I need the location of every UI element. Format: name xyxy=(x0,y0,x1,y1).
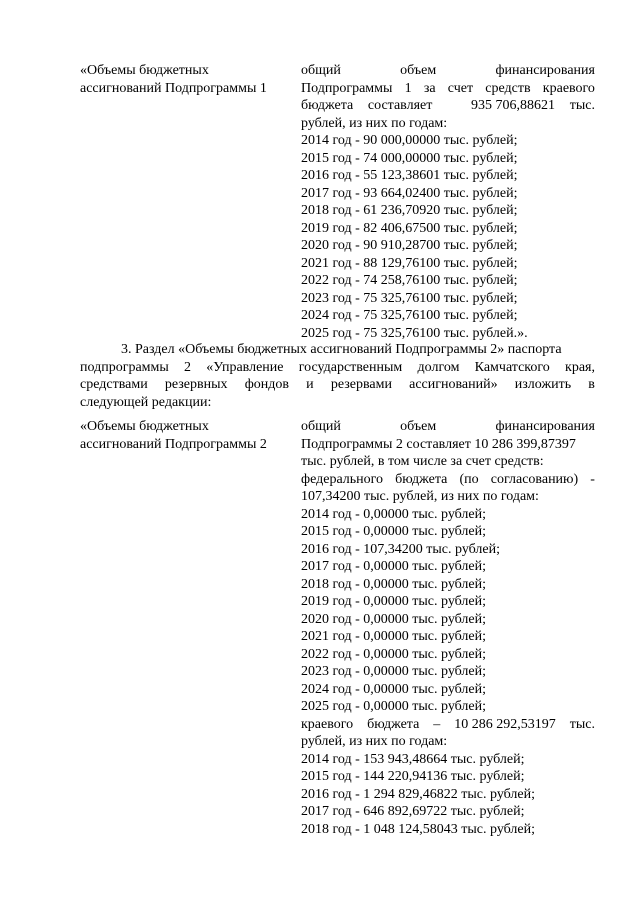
label-line: «Объемы бюджетных xyxy=(80,63,209,78)
word: бюджета xyxy=(395,471,448,487)
word: подпрограммы xyxy=(80,359,169,375)
amendment-paragraph xyxy=(80,341,595,411)
word: (по xyxy=(459,471,479,487)
word: 935 706,88621 xyxy=(471,98,556,113)
year-line: 2017 год - 0,00000 тыс. рублей; xyxy=(301,559,487,574)
word: бюджета xyxy=(367,716,420,732)
head-line: Подпрограммы 2 составляет 10 286 399,87397 xyxy=(301,436,576,452)
year-line: 2023 год - 75 325,76100 тыс. рублей; xyxy=(301,290,518,306)
word: государственным xyxy=(298,359,403,375)
word: резервами xyxy=(330,377,392,392)
word: 2 xyxy=(184,359,192,375)
head-row xyxy=(301,80,595,98)
word: 1 xyxy=(404,80,412,96)
word: в xyxy=(588,377,595,392)
block2-label xyxy=(80,418,300,454)
word: тыс. xyxy=(569,98,595,113)
word: общий xyxy=(301,63,341,78)
word: Подпрограммы xyxy=(301,80,393,96)
block1-content xyxy=(301,62,595,342)
word: ассигнований» xyxy=(409,377,498,392)
label-line: «Объемы бюджетных xyxy=(80,419,209,434)
word: 10 286 292,53197 xyxy=(454,716,556,732)
word: средств xyxy=(485,80,531,96)
year-line: 2019 год - 82 406,67500 тыс. рублей; xyxy=(301,220,518,236)
para-row xyxy=(80,341,595,359)
year-line: 2022 год - 74 258,76100 тыс. рублей; xyxy=(301,273,518,288)
word: средствами xyxy=(80,377,148,392)
word: краевого xyxy=(542,80,595,96)
year-line: 2020 год - 90 910,28700 тыс. рублей; xyxy=(301,238,518,253)
para-row xyxy=(80,359,595,377)
head-line: рублей, из них по годам: xyxy=(301,734,448,749)
word: составляет xyxy=(367,98,433,113)
head-row xyxy=(301,716,595,734)
word: финансирования xyxy=(495,63,595,78)
year-line: 2015 год - 0,00000 тыс. рублей; xyxy=(301,524,487,539)
word: края, xyxy=(565,359,595,375)
year-line: 2025 год - 0,00000 тыс. рублей; xyxy=(301,699,487,714)
word: объем xyxy=(400,63,437,78)
head-line: тыс. рублей, в том числе за счет средств: xyxy=(301,454,544,469)
word: – xyxy=(433,716,441,732)
word: федерального xyxy=(301,471,384,487)
year-line: 2016 год - 107,34200 тыс. рублей; xyxy=(301,541,501,557)
word: фондов xyxy=(244,377,289,392)
year-line: 2014 год - 153 943,48664 тыс. рублей; xyxy=(301,751,525,767)
para-row xyxy=(80,376,595,394)
word: и xyxy=(306,377,314,392)
year-line: 2022 год - 0,00000 тыс. рублей; xyxy=(301,646,487,662)
year-line: 2018 год - 1 048 124,58043 тыс. рублей; xyxy=(301,821,536,837)
label-line: ассигнований Подпрограммы 2 xyxy=(80,437,267,452)
year-line: 2014 год - 0,00000 тыс. рублей; xyxy=(301,506,487,522)
word: за xyxy=(423,80,436,96)
head-row xyxy=(301,62,595,80)
year-line: 2019 год - 0,00000 тыс. рублей; xyxy=(301,594,487,609)
year-line: 2021 год - 0,00000 тыс. рублей; xyxy=(301,629,487,644)
word: Камчатского xyxy=(474,359,550,375)
word: долгом xyxy=(417,359,460,375)
year-line: 2025 год - 75 325,76100 тыс. рублей.». xyxy=(301,325,528,341)
year-line: 2016 год - 1 294 829,46822 тыс. рублей; xyxy=(301,786,536,802)
year-line: 2023 год - 0,00000 тыс. рублей; xyxy=(301,664,487,679)
head-line: 107,34200 тыс. рублей, из них по годам: xyxy=(301,489,539,504)
para-line: следующей редакции: xyxy=(80,394,212,410)
label-line: ассигнований Подпрограммы 1 xyxy=(80,81,267,96)
word: «Управление xyxy=(206,359,284,375)
para-text: 3. Раздел «Объемы бюджетных ассигнований Подпрограммы 2» паспорта xyxy=(121,342,562,357)
head-row xyxy=(301,97,595,115)
word: краевого xyxy=(301,716,354,732)
year-line: 2014 год - 90 000,00000 тыс. рублей; xyxy=(301,133,518,148)
year-line: 2024 год - 75 325,76100 тыс. рублей; xyxy=(301,308,518,323)
year-line: 2018 год - 0,00000 тыс. рублей; xyxy=(301,576,487,592)
year-line: 2016 год - 55 123,38601 тыс. рублей; xyxy=(301,168,518,183)
word: объем xyxy=(400,419,437,434)
year-line: 2015 год - 74 000,00000 тыс. рублей; xyxy=(301,150,518,166)
word: резервных xyxy=(164,377,228,392)
head-row xyxy=(301,418,595,436)
year-line: 2018 год - 61 236,70920 тыс. рублей; xyxy=(301,203,518,218)
year-line: 2020 год - 0,00000 тыс. рублей; xyxy=(301,611,487,627)
year-line: 2017 год - 93 664,02400 тыс. рублей; xyxy=(301,185,518,201)
year-line: 2021 год - 88 129,76100 тыс. рублей; xyxy=(301,255,518,271)
year-line: 2024 год - 0,00000 тыс. рублей; xyxy=(301,681,487,697)
head-line: рублей, из них по годам: xyxy=(301,115,448,131)
block1-label xyxy=(80,62,300,98)
year-line: 2017 год - 646 892,69722 тыс. рублей; xyxy=(301,804,525,819)
word: бюджета xyxy=(301,98,354,113)
word: изложить xyxy=(514,377,572,392)
word: тыс. xyxy=(569,716,595,732)
head-row xyxy=(301,471,595,489)
word: счет xyxy=(447,80,474,96)
word: - xyxy=(590,471,595,487)
word: общий xyxy=(301,419,341,434)
word: финансирования xyxy=(495,419,595,434)
block2-content xyxy=(301,418,595,838)
year-line: 2015 год - 144 220,94136 тыс. рублей; xyxy=(301,769,525,784)
word: согласованию) xyxy=(490,471,579,487)
